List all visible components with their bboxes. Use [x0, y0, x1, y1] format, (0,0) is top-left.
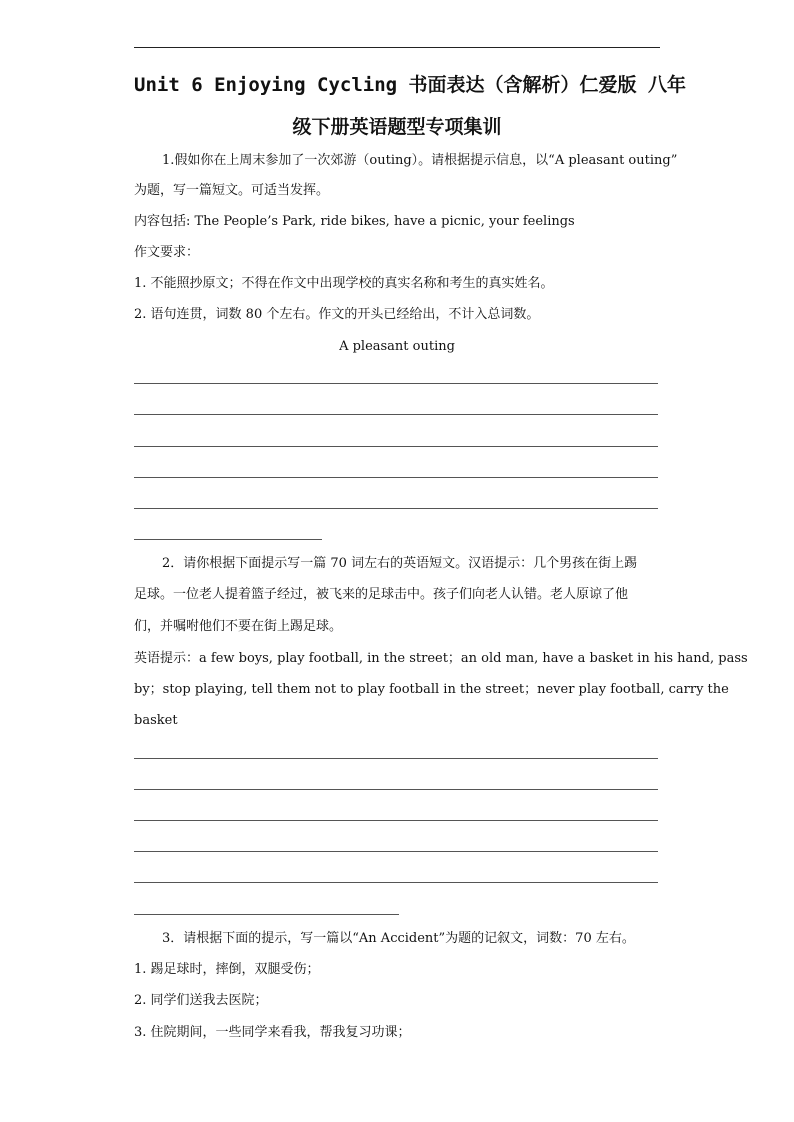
q2-hint-line-2: by；stop playing, tell them not to play football in the street；never play football, carry the: [134, 682, 729, 697]
q1-prompt-line-2: 为题，写一篇短文。可适当发挥。: [134, 183, 330, 198]
q1-content: 内容包括: The People’s Park, ride bikes, have a picnic, your feelings: [134, 214, 575, 229]
document-title-line-1: Unit 6 Enjoying Cycling 书面表达（含解析）仁爱版 八年: [134, 74, 686, 96]
q1-requirements-heading: 作文要求：: [134, 245, 200, 260]
q2-prompt-line-3: 们，并嘱咐他们不要在街上踢足球。: [134, 619, 343, 634]
answer-line: [134, 446, 658, 447]
answer-line: [134, 882, 658, 883]
q3-item-1: 1. 踢足球时，摔倒，双腿受伤；: [134, 962, 320, 977]
answer-line: [134, 758, 658, 759]
q3-prompt: 3．请根据下面的提示，写一篇以“An Accident”为题的记叙文，词数：70 左右。: [162, 931, 635, 946]
q2-prompt-line-2: 足球。一位老人提着篮子经过，被飞来的足球击中。孩子们向老人认错。老人原谅了他: [134, 587, 629, 602]
document-title-line-2: 级下册英语题型专项集训: [292, 116, 502, 138]
answer-line: [134, 477, 658, 478]
answer-line: [134, 820, 658, 821]
answer-line: [134, 383, 658, 384]
q2-hint-line-1: 英语提示：a few boys, play football, in the street；an old man, have a basket in his hand, pass: [134, 651, 748, 666]
q1-requirement-1: 1. 不能照抄原文；不得在作文中出现学校的真实名称和考生的真实姓名。: [134, 276, 554, 291]
answer-line-short: [134, 539, 322, 540]
q2-prompt-line-1: 2．请你根据下面提示写一篇 70 词左右的英语短文。汉语提示：几个男孩在街上踢: [162, 556, 638, 571]
q2-hint-line-3: basket: [134, 713, 178, 728]
q1-essay-title: A pleasant outing: [339, 339, 455, 354]
answer-line: [134, 789, 658, 790]
answer-line: [134, 508, 658, 509]
q1-requirement-2: 2. 语句连贯，词数 80 个左右。作文的开头已经给出，不计入总词数。: [134, 307, 540, 322]
answer-line-short: [134, 914, 399, 915]
q1-prompt-line-1: 1.假如你在上周末参加了一次郊游（outing）。请根据提示信息，以“A pleasant outing”: [162, 153, 678, 168]
answer-line: [134, 851, 658, 852]
q3-item-2: 2. 同学们送我去医院；: [134, 993, 268, 1008]
q3-item-3: 3. 住院期间，一些同学来看我，帮我复习功课；: [134, 1025, 411, 1040]
answer-line: [134, 414, 658, 415]
header-rule: [134, 47, 660, 48]
